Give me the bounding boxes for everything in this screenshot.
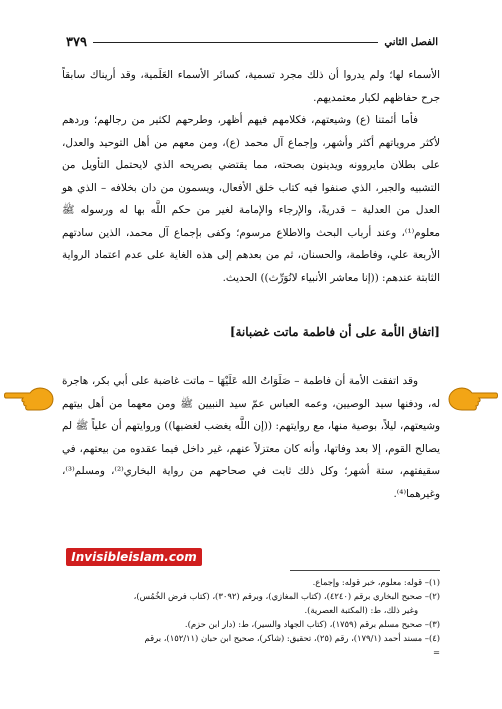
text-block-top bbox=[62, 64, 440, 289]
paragraph-3: وقد اتفقت الأمة أن فاطمة – صَلَوَاتُ الله عَلَيْهَا – ماتت غاضبة على أبي بكر، هاجرة له، ودفنها سيد الوصيين، وعمه العباس عمّ سيد النبيين ﷺ ومن معهما من أهل بيتهم وشيعتهم، ليلاً، بوصية منها، مع روايتهم: ((إن اللَّه يغضب لغضبها)) وروايتهم أن علياً ﷺ لم يصالح القوم، إلا بعد وفاتها، وأنه كان معتزلاً عنهم، غير داخل فيما عقدوه من بيعتهم، في سقيفتهم، ستة أشهر؛ وكل ذلك ثابت في صحاحهم من رواية البخاري⁽²⁾، ومسلم⁽³⁾، وغيرهما⁽⁴⁾. bbox=[62, 375, 440, 500]
page-number: ٣٧٩ bbox=[66, 34, 87, 50]
chapter-title: الفصل الثاني bbox=[384, 36, 438, 48]
section-heading: [اتفاق الأمة على أن فاطمة ماتت غضبانة] bbox=[229, 325, 440, 339]
pointing-hand-left-icon bbox=[4, 382, 56, 414]
watermark-banner: Invisibleislam.com bbox=[66, 548, 202, 566]
footnote-continuation-mark: = bbox=[432, 647, 440, 657]
footnote-4: (٤)– مسند أحمد (١٧٩/١)، رقم (٢٥)، تحقيق: (شاكر)، صحيح ابن حبان (١٥٢/١١)، برقم bbox=[144, 633, 440, 643]
footnote-1: (١)– قوله: معلوم، خبر قوله: وإجماع. bbox=[312, 577, 440, 587]
text-block-bottom bbox=[62, 370, 440, 505]
paragraph-1: الأسماء لها؛ ولم يدروا أن ذلك مجرد تسمية، كسائر الأسماء العَلَمية، وقد أريناك سابقاً جرح حفاظهم لكبار معتمديهم. bbox=[62, 69, 440, 104]
pointing-hand-right-icon bbox=[446, 382, 498, 414]
header-rule bbox=[93, 42, 378, 43]
footnote-2-continued: وغير ذلك، ط: (المكتبة العصرية). bbox=[304, 605, 418, 615]
footnotes bbox=[62, 575, 440, 659]
footnote-3: (٣)– صحيح مسلم برقم (١٧٥٩)، (كتاب الجهاد والسير)، ط: (دار ابن حزم). bbox=[184, 619, 440, 629]
footnote-2: (٢)– صحيح البخاري برقم (٤٢٤٠)، (كتاب المغازي)، وبرقم (٣٠٩٢)، (كتاب فرض الخُمُس)، bbox=[133, 591, 440, 601]
paragraph-2: فأما أئمتنا (ع) وشيعتهم، فكلامهم فيهم أظهر، وطرحهم لكثير من رجالهم؛ وردهم لأكثر مروياتهم أكثر وأشهر، وإجماع آل محمد (ع)، ومن معهم من أهل التوحيد والعدل، على بطلان مايروونه ويدينون بصحته، مما يقتضي بصريحه الذي لايحتمل التأويل من التشبيه والجبر، الذي صنفوا فيه كتاب خلق الأفعال، ويسمون من دان بخلافه – الذي هو العدل من العدلية – قدريةً، والإرجاء والإمامة لغير من حكم اللَّه بها له ورسوله ﷺ معلوم⁽¹⁾، وعند أرباب البحث والاطلاع مرسوم؛ وكفى بإجماع آل محمد، الذين سادتهم الأربعة علي، وفاطمة، والحسنان، ثم من بعدهم إلى هذه الغاية على عدم اعتماد الرواية الثابتة عندهم: ((إنا معاشر الأنبياء لانُوَرِّث)) الحديث. bbox=[62, 114, 440, 284]
page-header bbox=[66, 32, 438, 52]
footnote-rule bbox=[290, 570, 440, 571]
